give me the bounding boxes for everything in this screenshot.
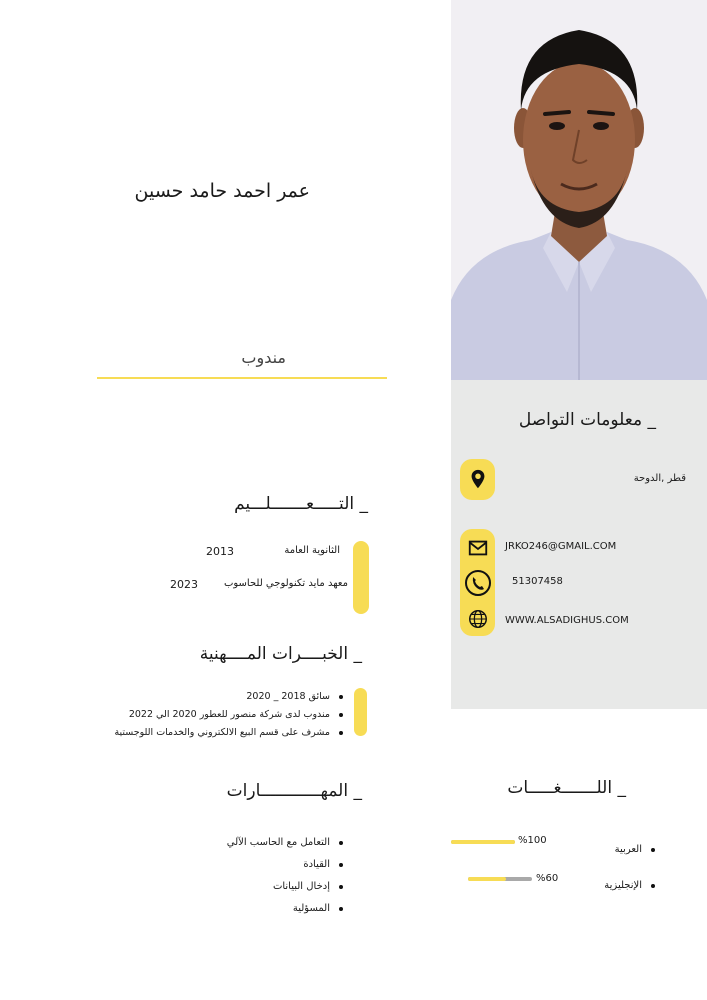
language-percent: %60 — [536, 873, 559, 884]
location-pill — [460, 459, 495, 500]
globe-icon — [467, 608, 489, 630]
education-item-title: الثانوية العامة — [284, 545, 340, 556]
experience-item: سائق 2018 _ 2020 — [80, 688, 330, 706]
skill-item: المسؤلية — [180, 898, 330, 920]
language-level-bar — [451, 840, 515, 844]
language-name: العربية — [580, 832, 642, 868]
education-heading: _ التـــــعـــــــلـــيم — [234, 494, 368, 514]
phone-number[interactable]: 51307458 — [512, 576, 563, 587]
language-level-fill — [468, 877, 506, 881]
experience-accent-bar — [354, 688, 367, 736]
skill-item: القيادة — [180, 854, 330, 876]
language-level-fill — [451, 840, 515, 844]
job-title: مندوب — [241, 348, 286, 367]
phone-icon — [464, 569, 492, 597]
title-underline — [97, 377, 387, 379]
language-percent: %100 — [518, 835, 547, 846]
skill-item: إدخال البيانات — [180, 876, 330, 898]
skill-item: التعامل مع الحاسب الآلي — [180, 832, 330, 854]
location-text: قطر ,الدوحة — [633, 473, 686, 484]
language-level-bar — [468, 877, 532, 881]
education-item-year: 2013 — [206, 545, 234, 558]
email-link[interactable]: JRKO246@GMAIL.COM — [505, 541, 617, 552]
contact-heading: _ معلومات التواصل — [518, 410, 656, 430]
language-name: الإنجليزية — [580, 868, 642, 904]
experience-item: مندوب لدى شركة منصور للعطور 2020 الي 2022 — [80, 706, 330, 724]
education-accent-bar — [353, 541, 369, 614]
full-name: عمر احمد حامد حسين — [134, 180, 310, 202]
education-item-year: 2023 — [170, 578, 198, 591]
contact-icons-pill — [460, 529, 495, 636]
languages-list — [580, 832, 642, 904]
skills-heading: _ المهــــــــــــارات — [226, 781, 362, 801]
experience-list — [80, 688, 330, 742]
languages-heading: _ اللـــــــغـــــات — [507, 778, 626, 798]
website-link[interactable]: WWW.ALSADIGHUS.COM — [505, 615, 629, 626]
experience-heading: _ الخبــــرات المــــهنية — [199, 644, 362, 664]
envelope-icon — [467, 537, 489, 559]
experience-item: مشرف على قسم البيع الالكتروني والخدمات اللوجستية — [80, 724, 330, 742]
profile-photo — [451, 0, 707, 380]
education-item-title: معهد مايد تكنولوجي للحاسوب — [223, 578, 348, 589]
skills-list — [180, 832, 330, 920]
map-pin-icon — [467, 468, 489, 490]
